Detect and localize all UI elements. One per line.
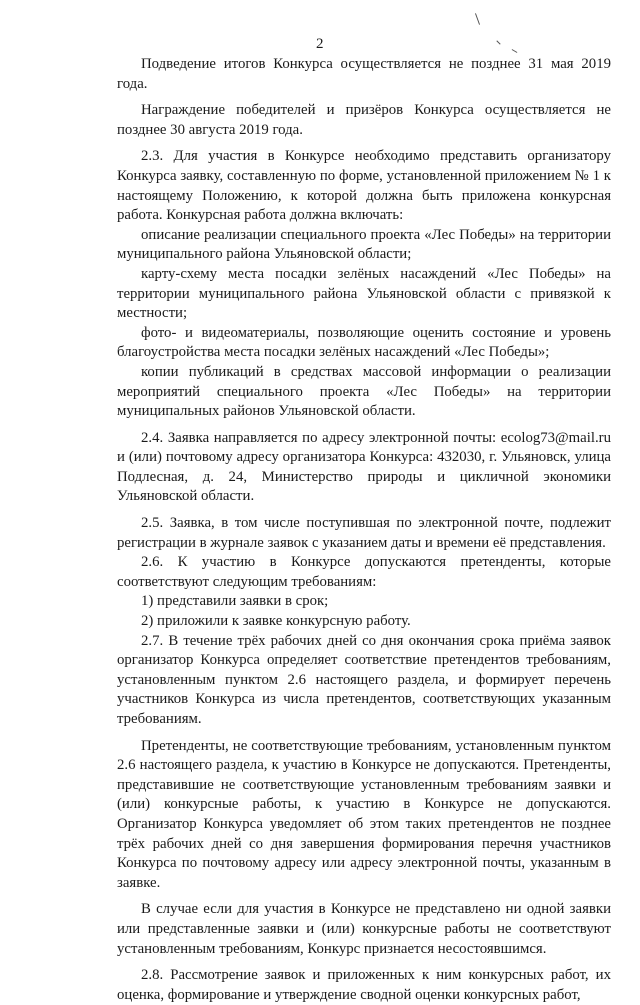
scan-artifact-mark <box>475 13 480 25</box>
list-item-media: фото- и видеоматериалы, позволяющие оценить состояние и уровень благоустройства места посадки зелёных насаждений «Лес Победы»; <box>117 324 611 361</box>
list-item-requirement-2: 2) приложили к заявке конкурсную работу. <box>141 613 411 630</box>
paragraph-award-date: Награждение победителей и призёров Конкурса осуществляется не позднее 30 августа 2019 года. <box>117 102 611 138</box>
paragraph-2-3: 2.3. Для участия в Конкурсе необходимо представить организатору Конкурса заявку, составленную по форме, установленной приложением № 1 к настоящему Положению, к которой должна быть приложена конкурсная работа. Конкурсная работа должна включать: <box>117 148 611 224</box>
paragraph-contest-void: В случае если для участия в Конкурсе не представлено ни одной заявки или представленные заявки и (или) конкурсные работы не соответствуют установленным требованиям, Конкурс признается несостоявшимся. <box>117 901 611 957</box>
paragraph-2-6: 2.6. К участию в Конкурсе допускаются претенденты, которые соответствуют следующим требованиям: <box>117 554 611 590</box>
list-item-publications: копии публикаций в средствах массовой информации о реализации мероприятий специального проекта «Лес Победы» на территории муниципальных районов Ульяновской области. <box>117 363 611 420</box>
list-item-description: описание реализации специального проекта «Лес Победы» на территории муниципального района Ульяновской области; <box>117 226 611 263</box>
list-item-map: карту-схему места посадки зелёных насаждений «Лес Победы» на территории муниципального района Ульяновской области с привязкой к местности; <box>117 265 611 322</box>
paragraph-2-7: 2.7. В течение трёх рабочих дней со дня окончания срока приёма заявок организатор Конкурса определяет соответствие претендентов требованиям, установленным пунктом 2.6 настоящего раздела, и формирует перечень участников Конкурса из числа претендентов, соответствующих указанным требованиям. <box>117 632 611 727</box>
paragraph-rejected-applicants: Претенденты, не соответствующие требованиям, установленным пунктом 2.6 настоящего раздела, к участию в Конкурсе не допускаются. Претенденты, представившие не соответствующие установленным требованиям заявки и (или) конкурсные работы, к участию в Конкурсе не допускаются. Организатор Конкурса уведомляет об этом таких претендентов не позднее трёх рабочих дней со дня завершения формирования перечня участников Конкурса по почтовому адресу или адресу электронной почты, указанным в заявке. <box>117 737 611 891</box>
paragraph-results-date: Подведение итогов Конкурса осуществляется не позднее 31 мая 2019 года. <box>117 56 611 92</box>
list-item-requirement-1: 1) представили заявки в срок; <box>141 593 329 610</box>
page-number: 2 <box>316 36 324 52</box>
paragraph-2-8: 2.8. Рассмотрение заявок и приложенных к ним конкурсных работ, их оценка, формирование и утверждение сводной оценки конкурсных работ, <box>117 967 611 1003</box>
paragraph-2-4: 2.4. Заявка направляется по адресу электронной почты: ecolog73@mail.ru и (или) почтовому адресу организатора Конкурса: 432030, г. Ульяновск, улица Подлесная, д. 24, Министерство природы и цикличной экономики Ульяновской области. <box>117 429 611 505</box>
paragraph-2-5: 2.5. Заявка, в том числе поступившая по электронной почте, подлежит регистрации в журнале заявок с указанием даты и времени её представления. <box>117 515 611 551</box>
document-body <box>117 55 611 1005</box>
